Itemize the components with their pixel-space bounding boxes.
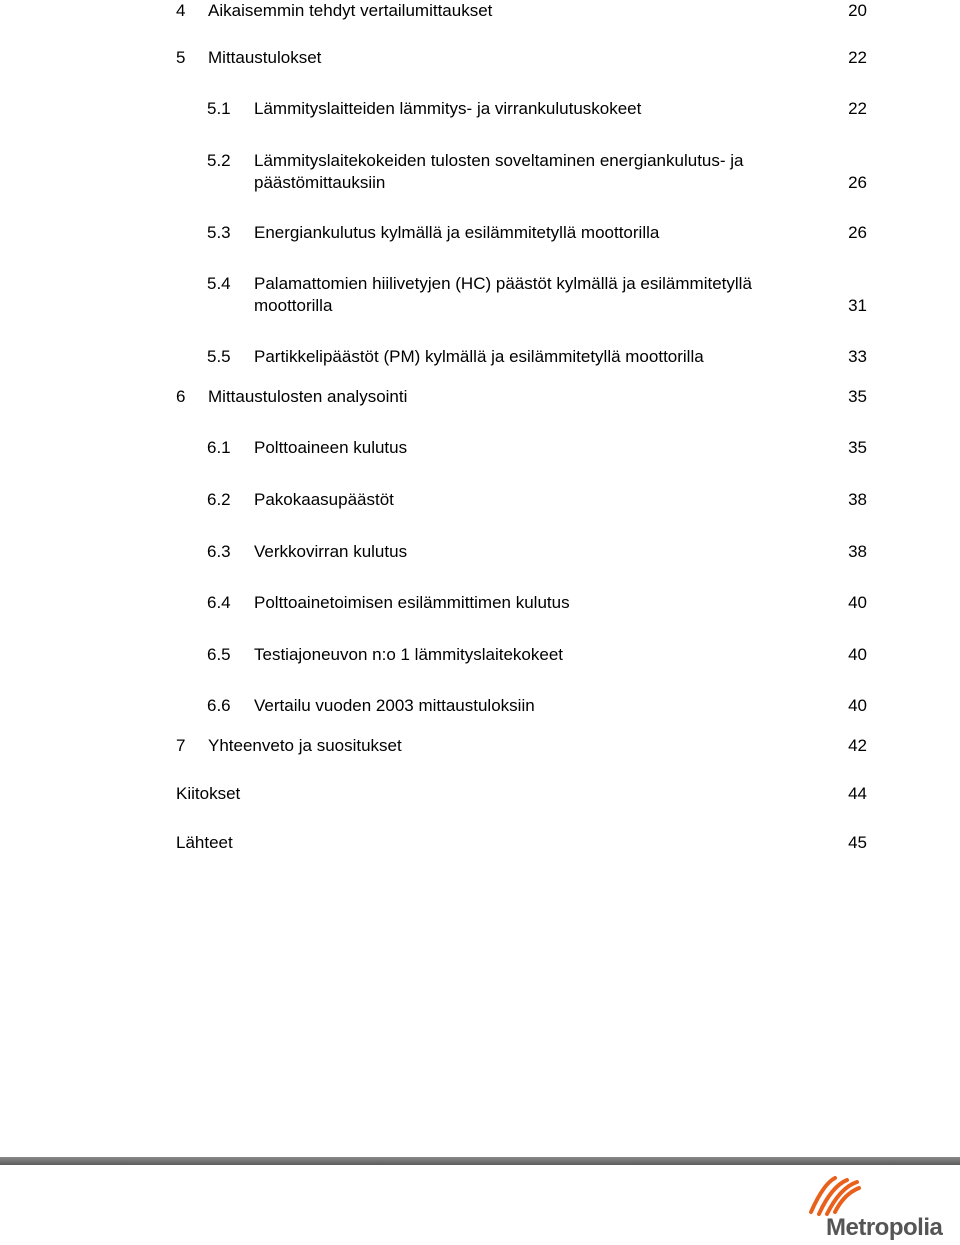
toc-number: 7	[176, 736, 186, 755]
toc-number: 5.4	[207, 274, 231, 293]
toc-entry-6-2[interactable]	[0, 489, 960, 511]
toc-entry-5-2[interactable]	[0, 150, 960, 194]
toc-title: Lähteet	[176, 833, 233, 852]
toc-title: Yhteenveto ja suositukset	[208, 736, 402, 755]
toc-number: 5	[176, 48, 186, 67]
toc-page: 20	[848, 1, 867, 20]
toc-page: 26	[848, 223, 867, 242]
toc-entry-6-4[interactable]	[0, 592, 960, 614]
toc-number: 6.4	[207, 593, 231, 612]
toc-entry-kiitokset[interactable]	[0, 783, 960, 805]
toc-page: 40	[848, 696, 867, 715]
toc-entry-5-4[interactable]	[0, 273, 960, 317]
toc-page: 40	[848, 645, 867, 664]
toc-number: 6.2	[207, 490, 231, 509]
toc-title: Verkkovirran kulutus	[254, 542, 408, 561]
toc-number: 4	[176, 1, 186, 20]
toc-page: 35	[848, 387, 867, 406]
toc-entry-4[interactable]	[0, 0, 960, 22]
toc-title: Mittaustulosten analysointi	[208, 387, 408, 406]
toc-title: Palamattomien hiilivetyjen (HC) päästöt kylmällä ja esilämmitetyllä moottorilla	[254, 274, 752, 315]
toc-title: Partikkelipäästöt (PM) kylmällä ja esilämmitetyllä moottorilla	[254, 347, 704, 366]
toc-title: Mittaustulokset	[208, 48, 322, 67]
toc-title: Vertailu vuoden 2003 mittaustuloksiin	[254, 696, 535, 715]
toc-title: Pakokaasupäästöt	[254, 490, 394, 509]
toc-page: 33	[848, 347, 867, 366]
toc-page: 35	[848, 438, 867, 457]
toc-page: 42	[848, 736, 867, 755]
toc-page: 40	[848, 593, 867, 612]
toc-number: 5.1	[207, 99, 231, 118]
toc-entry-5-5[interactable]	[0, 346, 960, 368]
toc-title: Lämmityslaitekokeiden tulosten soveltaminen energiankulutus- ja päästömittauksiin	[254, 151, 744, 192]
toc-title: Polttoaineen kulutus	[254, 438, 408, 457]
toc-page: 22	[848, 48, 867, 67]
toc-title: Energiankulutus kylmällä ja esilämmitetyllä moottorilla	[254, 223, 660, 242]
toc-entry-5-1[interactable]	[0, 98, 960, 120]
toc-number: 5.3	[207, 223, 231, 242]
toc-number: 6.1	[207, 438, 231, 457]
toc-title: Kiitokset	[176, 784, 241, 803]
toc-entry-6[interactable]	[0, 386, 960, 408]
toc-title: Polttoainetoimisen esilämmittimen kulutus	[254, 593, 570, 612]
toc-title: Aikaisemmin tehdyt vertailumittaukset	[208, 1, 493, 20]
toc-entry-6-5[interactable]	[0, 644, 960, 666]
toc-number: 5.2	[207, 151, 231, 170]
toc-page: 44	[848, 784, 867, 803]
toc-number: 5.5	[207, 347, 231, 366]
logo-text: Metropolia	[826, 1214, 943, 1241]
toc-page: 38	[848, 542, 867, 561]
footer-bar	[0, 1157, 960, 1165]
toc-entry-lahteet[interactable]	[0, 832, 960, 854]
toc-page: 31	[848, 296, 867, 315]
toc-page: 45	[848, 833, 867, 852]
toc-page: 38	[848, 490, 867, 509]
toc-title: Lämmityslaitteiden lämmitys- ja virrankulutuskokeet	[254, 99, 642, 118]
toc-entry-6-6[interactable]	[0, 695, 960, 717]
toc-number: 6	[176, 387, 186, 406]
toc-title: Testiajoneuvon n:o 1 lämmityslaitekokeet	[254, 645, 563, 664]
toc-page: 22	[848, 99, 867, 118]
toc-entry-6-3[interactable]	[0, 541, 960, 563]
toc-number: 6.6	[207, 696, 231, 715]
toc-entry-5[interactable]	[0, 47, 960, 69]
toc-number: 6.3	[207, 542, 231, 561]
toc-entry-5-3[interactable]	[0, 222, 960, 244]
toc-number: 6.5	[207, 645, 231, 664]
toc-page: 26	[848, 173, 867, 192]
toc-entry-6-1[interactable]	[0, 437, 960, 459]
toc-entry-7[interactable]	[0, 735, 960, 757]
